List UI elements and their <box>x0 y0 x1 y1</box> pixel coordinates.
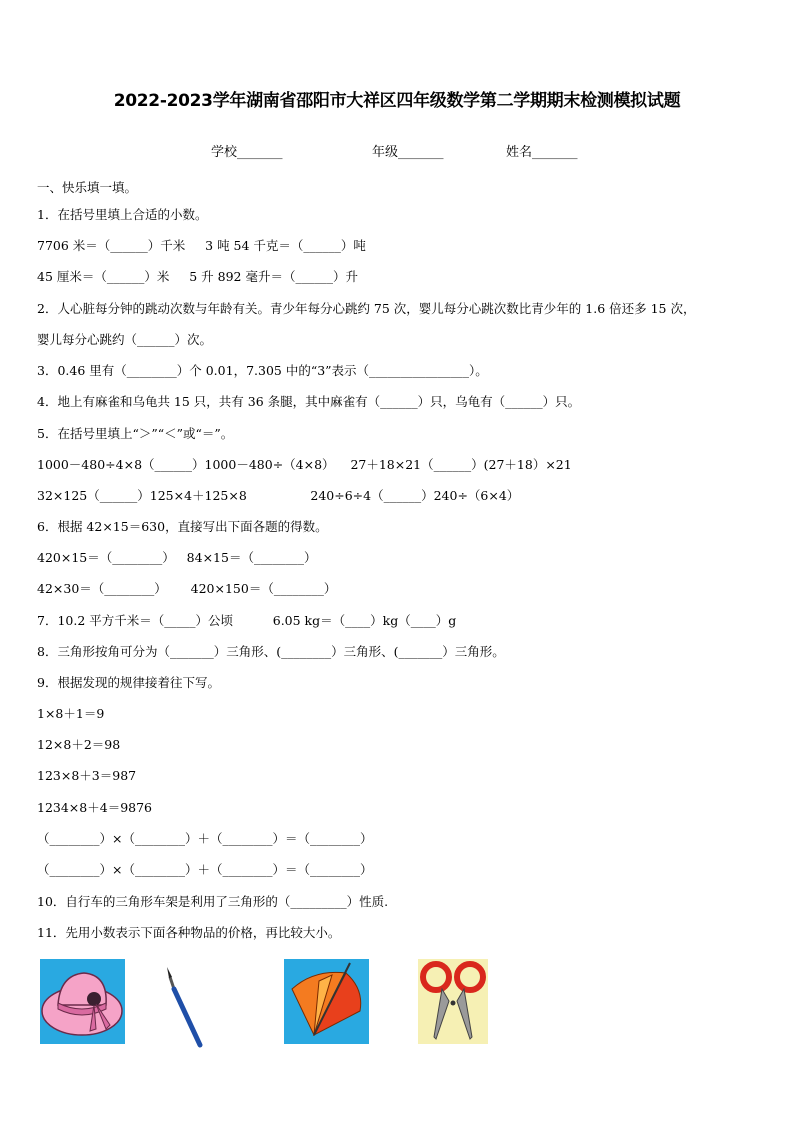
blank-line: （________）×（________）＋（________）＝（________） <box>37 831 373 846</box>
question-9: 9．根据发现的规律接着往下写。 <box>37 675 220 690</box>
question-line: 1000－480÷4×8（______）1000－480÷（4×8） 27＋18×21（______）(27＋18）×21 <box>37 457 572 472</box>
question-10: 10．自行车的三角形车架是利用了三角形的（_________）性质. <box>37 894 389 909</box>
question-4: 4．地上有麻雀和乌龟共 15 只，共有 36 条腿，其中麻雀有（______）只，乌龟有（______）只。 <box>37 394 581 409</box>
question-line: 32×125（______）125×4＋125×8 240÷6÷4（______）240÷（6×4） <box>37 488 520 503</box>
question-line: 婴儿每分心跳约（______）次。 <box>37 332 213 347</box>
section-heading: 一、快乐填一填。 <box>37 180 138 195</box>
blank-line: （________）×（________）＋（________）＝（________） <box>37 862 373 877</box>
question-line: 7706 米＝（______）千米 3 吨 54 千克＝（______）吨 <box>37 238 366 253</box>
brush-icon <box>160 959 210 1049</box>
question-line: 45 厘米＝（______）米 5 升 892 毫升＝（______）升 <box>37 269 358 284</box>
question-8: 8．三角形按角可分为（_______）三角形、(________）三角形、(_______）三角形。 <box>37 644 505 659</box>
question-11: 11．先用小数表示下面各种物品的价格，再比较大小。 <box>37 925 341 940</box>
pattern-line: 1×8＋1＝9 <box>37 706 105 721</box>
pattern-line: 12×8＋2＝98 <box>37 737 121 752</box>
name-field: 姓名_______ <box>506 145 578 160</box>
grade-field: 年级_______ <box>372 145 444 160</box>
pattern-line: 123×8＋3＝987 <box>37 768 137 783</box>
page-title: 2022-2023学年湖南省邵阳市大祥区四年级数学第二学期期末检测模拟试题 <box>113 91 681 111</box>
pattern-line: 1234×8＋4＝9876 <box>37 800 153 815</box>
scissors-icon <box>418 959 488 1044</box>
umbrella-icon <box>284 959 369 1044</box>
hat-icon <box>40 959 125 1044</box>
question-line: 42×30＝（________） 420×150＝（________） <box>37 581 337 596</box>
question-1: 1．在括号里填上合适的小数。 <box>37 207 208 222</box>
question-7: 7．10.2 平方千米＝（_____）公顷 6.05 kg＝（____）kg（____）g <box>37 613 457 628</box>
question-3: 3．0.46 里有（________）个 0.01，7.305 中的“3”表示（________________）。 <box>37 363 488 378</box>
question-line: 420×15＝（________） 84×15＝（________） <box>37 550 317 565</box>
question-5: 5．在括号里填上“＞”“＜”或“＝”。 <box>37 426 234 441</box>
question-6: 6．根据 42×15＝630，直接写出下面各题的得数。 <box>37 519 328 534</box>
school-field: 学校_______ <box>211 145 283 160</box>
question-2: 2．人心脏每分钟的跳动次数与年龄有关。青少年每分心跳约 75 次，婴儿每分心跳次数比青少年的 1.6 倍还多 15 次， <box>37 301 696 316</box>
